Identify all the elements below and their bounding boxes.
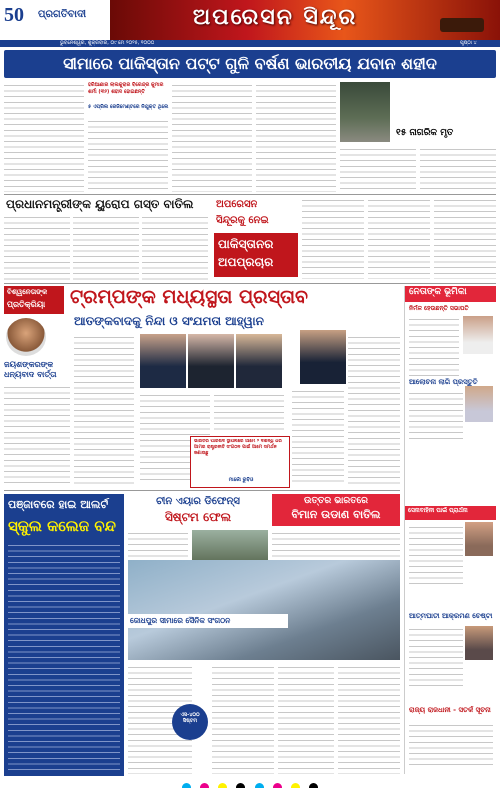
airport-headline1: ଉତ୍ତର ଭାରତରେ (304, 496, 368, 506)
right-body-5 (409, 722, 493, 770)
trump-tag1: ବିଶ୍ୱନେତାଙ୍କ (7, 288, 48, 296)
punjab-headline2: ସ୍କୁଲ କଲେଜ ବନ୍ଦ (8, 517, 116, 535)
border-head: ଜୋଧପୁର ସୀମାରେ ସୈନିକ ସଂଗଠନ (130, 616, 231, 625)
airport-photo (128, 560, 400, 660)
paper-name: ପ୍ରଗତିବାଦୀ (38, 9, 87, 20)
leader-photo-xi (236, 334, 282, 388)
bottom-col-4 (338, 664, 400, 774)
right-s5: ରାଜ୍ୟ ରାଜଧାନୀ - ସତର୍କ ସୂଚନା (409, 706, 491, 714)
lead-side-col-b (420, 146, 496, 192)
leader-photo-trump (140, 334, 186, 388)
lead-col-1 (4, 82, 84, 192)
china-headline2: ସିଷ୍ଟମ ଫେଲ (164, 510, 232, 524)
right-box (404, 286, 496, 774)
magenta-dot (200, 783, 209, 788)
leader-photo-sunak (300, 330, 346, 384)
anniv-number: 50 (4, 4, 24, 26)
cyan-dot (182, 783, 191, 788)
pm-col-3 (142, 214, 208, 280)
lead-side-head: ୧୫ ନାଗରିକ ମୃତ (396, 128, 454, 138)
trump-col-5 (348, 334, 400, 484)
pakistan-line4: ଅପପ୍ରଚାର (218, 255, 274, 269)
right-photo-1 (463, 316, 493, 354)
punjab-headline1: ପଞ୍ଜାବରେ ହାଇ ଆଲର୍ଟ (8, 498, 109, 511)
right-photo-3 (465, 522, 493, 556)
pakistan-line2: ସିନ୍ଦୂରକୁ ନେଇ (216, 215, 269, 226)
pakistan-propaganda-box (214, 197, 298, 281)
yellow-dot (291, 783, 300, 788)
trump-col-3 (214, 392, 284, 432)
lead-col-4 (256, 82, 336, 192)
anniversary-logo (4, 4, 40, 30)
right-body-3 (409, 524, 463, 584)
divider (4, 490, 400, 491)
airport-headline2: ବିମାନ ଉଡାଣ ବାତିଲ (291, 508, 381, 521)
page-number: ପୃଷ୍ଠା ୪ (460, 40, 477, 46)
right-top-col-1 (302, 197, 364, 279)
pakistan-line3: ପାକିସ୍ତାନର (218, 237, 274, 251)
bottom-col-2 (212, 664, 274, 774)
right-s4: ଆତ୍ମଘାତୀ ଆକ୍ରମଣ ଚେଷ୍ଟା (409, 612, 493, 620)
black-dot (236, 783, 245, 788)
soldier-photo (340, 82, 390, 142)
lead-sub2: ୫ ଏପ୍ରିଲ ରେଜିମେଣ୍ଟରେ ନିଯୁକ୍ତ ଥିଲେ (88, 104, 169, 110)
right-s3: ସେନାବାହିନୀ ପାଇଁ ପ୍ରାର୍ଥନା (408, 507, 468, 514)
right-top-col-3 (434, 197, 496, 279)
trump-col-4 (292, 388, 344, 486)
trump-headline: ଟ୍ରମ୍ପଙ୍କ ମଧ୍ୟସ୍ଥତା ପ୍ରସ୍ତାବ (70, 286, 309, 308)
right-box-title: ନେତାଙ୍କ ଭୂମିକା (409, 287, 467, 297)
punjab-box (4, 494, 124, 776)
right-photo-4 (465, 626, 493, 660)
jaishankar-photo (6, 318, 46, 356)
dateline: ଭୁବନେଶ୍ୱର, ଶୁକ୍ରବାର, ୦୯ ମେ ୨୦୨୫, ୧୦୦୦ (60, 40, 155, 46)
jaishankar-body (4, 384, 70, 484)
banner-title: ଅପରେସନ ସିନ୍ଦୂର (192, 5, 358, 30)
trump-subhead: ଆତଙ୍କବାଦକୁ ନିନ୍ଦା ଓ ସଂଯମତା ଆହ୍ୱାନ (74, 314, 264, 328)
bottom-col-3 (278, 664, 334, 774)
lead-side-col-a (340, 146, 416, 192)
lead-col-2 (88, 118, 168, 192)
tank-silhouette (440, 18, 484, 32)
punjab-body (8, 542, 120, 770)
cmyk-strip (0, 777, 500, 788)
magenta-dot (273, 783, 282, 788)
lead-headline: ସୀମାରେ ପାକିସ୍ତାନ ପଟ୍ଟ ଗୁଳି ବର୍ଷଣ ଭାରତୀୟ ଯବାନ ଶହୀଦ (63, 54, 437, 73)
right-top-col-2 (368, 197, 430, 279)
trump-tag (4, 286, 64, 314)
right-body-4 (409, 626, 463, 686)
cyan-dot (255, 783, 264, 788)
rubio-quote-by: ମାର୍କୋ ରୁବିଓ (228, 477, 254, 483)
lead-sub1: ହରିଆଣାର ଲାଲକୁରାର ବିରେନ୍ଦ୍ର କୁମାର ଶର୍ମା (୩୨) ଶହୀଦ ହୋଇଛନ୍ତି (88, 82, 164, 95)
china-headline1: ଚୀନ ଏୟାର ଡିଫେନ୍ସ (156, 496, 240, 507)
pakistan-line1: ଅପରେସନ (216, 199, 258, 210)
lead-col-3 (172, 82, 252, 192)
right-body-1 (409, 316, 459, 376)
black-dot (309, 783, 318, 788)
right-body-2 (409, 390, 463, 440)
pm-col-1 (4, 214, 70, 280)
right-photo-2 (465, 386, 493, 422)
pm-col-2 (73, 214, 139, 280)
trump-col-1 (74, 334, 134, 484)
jaishankar-caption: ଜୟଶଙ୍କରଙ୍କ ଧନ୍ୟବାଦ ବାର୍ତ୍ତା (4, 360, 57, 379)
leader-photo-putin (188, 334, 234, 388)
trump-tag2: ପ୍ରତିକ୍ରିୟା (7, 300, 46, 309)
divider (4, 194, 496, 195)
yellow-dot (218, 783, 227, 788)
right-box-sub: ନିର୍ମଳ ହେଉଛନ୍ତି ସଭାପତି (409, 305, 469, 312)
rubio-quote-box (190, 436, 290, 488)
circle-badge-text: ଏସ-୪୦୦ ସିଷ୍ଟମ (180, 712, 200, 724)
right-s2: ଆଲୋଚନା ଲାଗି ପ୍ରସ୍ତୁତି (409, 378, 478, 386)
masthead (0, 0, 500, 47)
pm-headline: ପ୍ରଧାନମନ୍ତ୍ରୀଙ୍କ ୟୁରୋପ ଗସ୍ତ ବାତିଲ (6, 197, 194, 211)
rubio-quote: ଭାରତର ପାରିଷଦ ସ୍ଥାପନାରେ ଆମେ ୨ ଦଶନ୍ଧି ଧରି ଆମର ରାଷ୍ଟ୍ରନୀତି ସଂଗଠନ ପାଇଁ ଆମେ ସମର୍ଥନ ଜଣାଉଛୁ (194, 439, 282, 456)
